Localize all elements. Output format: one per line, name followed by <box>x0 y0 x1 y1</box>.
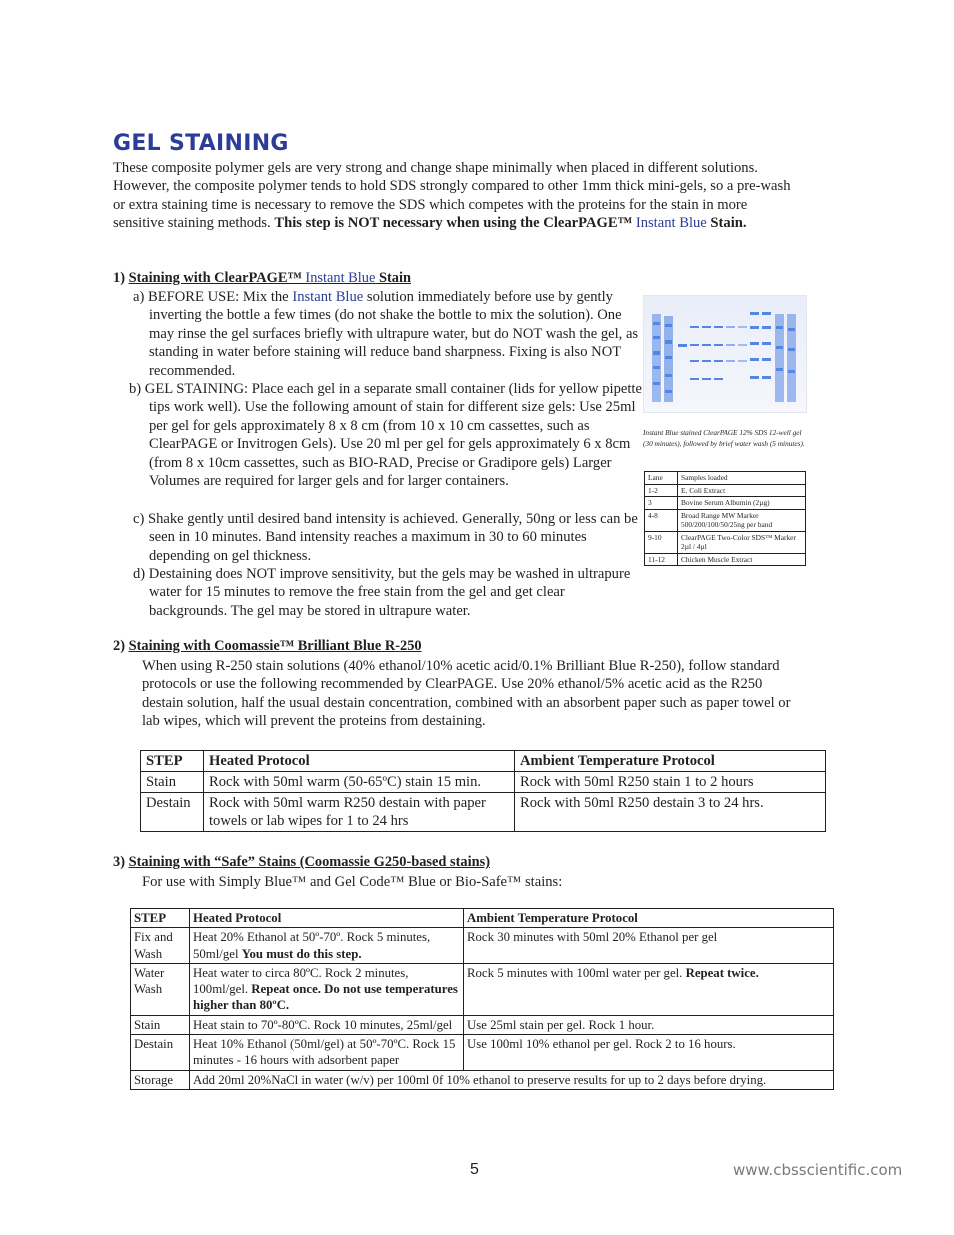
sample-cell: Broad Range MW Marker 500/200/100/50/25ng per band <box>678 509 806 531</box>
section1-heading-blue: Instant Blue <box>305 270 376 286</box>
section3-prefix: 3) <box>113 854 129 870</box>
table-row <box>645 497 806 510</box>
heated-text: Heat water to circa 80ºC. Rock 2 minutes, 100ml/gel. <box>193 965 409 997</box>
step-cell: Destain <box>131 1035 190 1071</box>
step-cell: Storage <box>131 1070 190 1089</box>
section3-paragraph: For use with Simply Blue™ and Gel Code™ Blue or Bio-Safe™ stains: <box>142 874 563 890</box>
header-step: STEP <box>131 909 190 928</box>
lane-cell: 1-2 <box>645 484 678 497</box>
table-row <box>141 772 826 793</box>
header-heated: Heated Protocol <box>190 909 464 928</box>
header-ambient: Ambient Temperature Protocol <box>464 909 834 928</box>
section1-item-b: b) GEL STAINING: Place each gel in a separate small container (lids for yellow pipette tips work well). Use the following amount of stain for different size gels: Use 25ml per gel for gels approximately 8 x 8 cm (from 10 x 10 cm cassettes, such as ClearPAGE or Invitrogen Gels). Use 20 ml per gel for gels approximately 6 x 8cm (from 8 x 10cm cassettes, such as BIO-RAD, Precise or Gradipore gels) Larger Volumes are required for larger gels and for larger containers. <box>129 381 642 490</box>
header-ambient: Ambient Temperature Protocol <box>515 751 826 772</box>
section2-heading <box>113 638 422 655</box>
heated-cell: Rock with 50ml warm (50-65ºC) stain 15 min. <box>204 772 515 793</box>
ambient-cell <box>464 963 834 1015</box>
heated-cell <box>190 928 464 964</box>
storage-cell: Add 20ml 20%NaCl in water (w/v) per 100ml 0f 10% ethanol to preserve results for up to 2 days before drying. <box>190 1070 834 1089</box>
table-header-row <box>131 909 834 928</box>
sample-cell: Bovine Serum Albumin (2µg) <box>678 497 806 510</box>
section1-prefix: 1) <box>113 270 129 286</box>
r250-protocol-table <box>140 750 826 832</box>
ambient-cell: Use 25ml stain per gel. Rock 1 hour. <box>464 1015 834 1034</box>
header-step: STEP <box>141 751 204 772</box>
sample-cell: Chicken Muscle Extract <box>678 553 806 566</box>
heated-cell <box>190 963 464 1015</box>
heated-cell: Rock with 50ml warm R250 destain with paper towels or lab wipes for 1 to 24 hrs <box>204 793 515 832</box>
header-heated: Heated Protocol <box>204 751 515 772</box>
table-row <box>645 509 806 531</box>
section1-item-d: d) Destaining does NOT improve sensitivity, but the gels may be washed in ultrapure water for 15 minutes to remove the free stain from the gel and get clear backgrounds. The gel may be stored in ultrapure water. <box>133 566 631 619</box>
table-row <box>141 793 826 832</box>
table-row <box>131 1015 834 1034</box>
section1-heading <box>113 270 411 287</box>
table-row <box>645 484 806 497</box>
item-a-post: solution immediately before use by gently inverting the bottle a few times (do not shake the bottle to mix the solution). One may rinse the gel surfaces briefly with ultrapure water, but do NOT wash the gel, as standing in water before staining will reduce band sharpness. Fixing is also NOT recommended. <box>149 289 639 379</box>
heated-bold: You must do this step. <box>241 946 362 961</box>
item-a-pre: a) BEFORE USE: Mix the <box>133 289 293 305</box>
lane-cell: Lane <box>645 472 678 485</box>
page-title: GEL STAINING <box>113 131 289 156</box>
heated-text: Heat 20% Ethanol at 50º-70º. Rock 5 minutes, 50ml/gel <box>193 930 431 961</box>
safe-stain-protocol-table <box>130 908 834 1090</box>
table-row <box>131 928 834 964</box>
table-header-row <box>141 751 826 772</box>
lane-table <box>644 471 806 566</box>
sample-cell: ClearPAGE Two-Color SDS™ Marker 2µl / 4µl <box>678 531 806 553</box>
heated-bold: Repeat once. Do not use temperatures higher than 80ºC. <box>193 982 458 1013</box>
section1-item-a <box>133 288 639 380</box>
intro-blue: Instant Blue <box>635 215 707 232</box>
gel-bands-graphic <box>644 296 806 412</box>
table-row <box>131 963 834 1015</box>
lane-cell: 11-12 <box>645 553 678 566</box>
intro-paragraph <box>113 159 793 233</box>
table-row <box>131 1070 834 1089</box>
section1-heading-end: Stain <box>375 270 411 286</box>
section2-heading-text: Staining with Coomassie™ Brilliant Blue R-250 <box>128 638 422 654</box>
ambient-cell: Rock with 50ml R250 destain 3 to 24 hrs. <box>515 793 826 832</box>
gel-caption: Instant Blue stained ClearPAGE 12% SDS 12-well gel (30 minutes), followed by brief water wash (5 minutes). <box>643 428 805 448</box>
website-url: www.cbsscientific.com <box>733 1161 903 1179</box>
section2-paragraph: When using R-250 stain solutions (40% ethanol/10% acetic acid/0.1% Brilliant Blue R-250), follow standard protocols or use the following recommended by ClearPAGE. Use 20% ethanol/5% acetic acid as the R250 destain solution, half the usual destain concentration, combined with an absorbent paper such as paper towel or lab wipes, which will prevent the proteins from destaining. <box>142 658 791 730</box>
ambient-cell: Use 100ml 10% ethanol per gel. Rock 2 to 16 hours. <box>464 1035 834 1071</box>
section1-heading-text <box>129 270 411 286</box>
gel-image <box>643 295 807 413</box>
step-cell: Destain <box>141 793 204 832</box>
step-cell: Stain <box>141 772 204 793</box>
table-row <box>645 553 806 566</box>
item-a-blue: Instant Blue <box>292 289 364 305</box>
ambient-cell: Rock with 50ml R250 stain 1 to 2 hours <box>515 772 826 793</box>
ambient-cell: Rock 30 minutes with 50ml 20% Ethanol per gel <box>464 928 834 964</box>
sample-cell: Samples loaded <box>678 472 806 485</box>
ambient-text: Rock 5 minutes with 100ml water per gel. <box>467 965 686 980</box>
step-cell: Water Wash <box>131 963 190 1015</box>
heated-cell: Heat stain to 70º-80ºC. Rock 10 minutes, 25ml/gel <box>190 1015 464 1034</box>
table-row <box>131 1035 834 1071</box>
sample-cell: E. Coli Extract <box>678 484 806 497</box>
table-row <box>645 531 806 553</box>
intro-bold-end: Stain. <box>706 215 747 232</box>
heated-cell: Heat 10% Ethanol (50ml/gel) at 50º-70ºC. Rock 15 minutes - 16 hours with adsorbent paper <box>190 1035 464 1071</box>
section3-heading <box>113 854 490 871</box>
lane-cell: 9-10 <box>645 531 678 553</box>
section1-item-c: c) Shake gently until desired band intensity is achieved. Generally, 50ng or less can be seen in 10 minutes. Band intensity reaches a maximum in 30 to 60 minutes depending on gel thickness. <box>133 511 638 564</box>
section1-heading-main: Staining with ClearPAGE™ <box>128 270 306 286</box>
page-number: 5 <box>470 1161 479 1178</box>
intro-text: These composite polymer gels are very strong and change shape minimally when placed in different solutions. However, the composite polymer tends to hold SDS strongly compared to other 1mm thick mini-gels, so a pre-wash or extra staining time is necessary to remove the SDS which competes with the proteins for the stain in more sensitive staining methods. <box>113 160 791 232</box>
lane-cell: 3 <box>645 497 678 510</box>
intro-bold: This step is NOT necessary when using the ClearPAGE™ <box>274 215 636 232</box>
table-row <box>645 472 806 485</box>
step-cell: Fix and Wash <box>131 928 190 964</box>
ambient-bold: Repeat twice. <box>685 965 759 980</box>
section3-heading-text: Staining with “Safe” Stains (Coomassie G250-based stains) <box>128 854 491 870</box>
section2-prefix: 2) <box>113 638 129 654</box>
step-cell: Stain <box>131 1015 190 1034</box>
lane-cell: 4-8 <box>645 509 678 531</box>
